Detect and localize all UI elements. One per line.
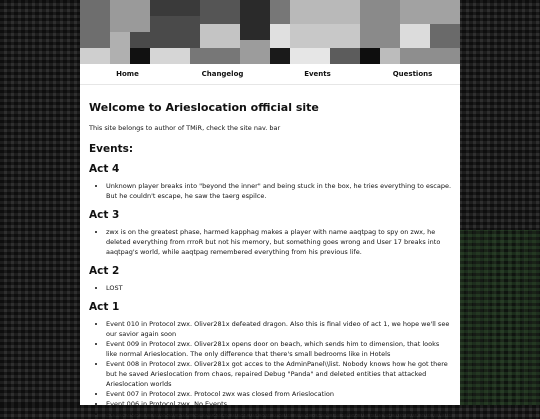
act-3-list [89, 227, 452, 257]
act-4-list [89, 181, 452, 201]
page-title: Welcome to Arieslocation official site [89, 101, 319, 114]
events-heading: Events: [89, 143, 134, 155]
nav-changelog-link[interactable]: Changelog [201, 70, 244, 78]
background-moss-texture [460, 230, 540, 405]
act-4-heading: Act 4 [89, 163, 120, 175]
act-4-item: • Unknown player breaks into "beyond the inner" and being stuck in the box, he tries everything to escape. But he couldn't escape, he saw the taerg espilce. [106, 181, 452, 201]
act-1-heading: Act 1 [89, 301, 120, 313]
act-1-item: • Event 010 in Protocol zwx. Oliver281x defeated dragon. Also this is final video of act 1, we hope we'll see our savior again soon [106, 319, 452, 339]
act-1-item: • Event 007 in Protocol zwx. Protocol zwx was closed from Arieslocation [106, 389, 452, 399]
act-3-item: • zwx is on the greatest phase, harmed kapphag makes a player with name aaqtpag to spy on zwx, he deleted everything from rrroR but not his memory, but something goes wrong and User 17 breaks into aaqtpag's world, while aaqtpag remembered everything from his previous life. [106, 227, 452, 257]
act-2-item: • LOST [106, 283, 452, 293]
act-3-heading: Act 3 [89, 209, 120, 221]
act-1-item: • Event 008 in Protocol zwx. Oliver281x got acces to the AdminPanel\\list. Nobody knows how he got there but he saved Arieslocation from chaos, repaired Debug "Panda" and deleted entities that attacked Arieslocation worlds [106, 359, 452, 389]
site-nav-bar [80, 64, 460, 85]
act-1-item: • Event 005 in Protocol zwx. Oliver281x finds his old world "finki". Like he said, he played with his old friend [106, 409, 452, 419]
act-2-list [89, 283, 452, 293]
act-1-list [89, 319, 452, 419]
nav-events-link[interactable]: Events [304, 70, 331, 78]
nav-home-link[interactable]: Home [116, 70, 139, 78]
nav-questions-link[interactable]: Questions [392, 70, 433, 78]
act-2-heading: Act 2 [89, 265, 120, 277]
act-1-item: • Event 006 in Protocol zwx. No Events [106, 399, 452, 409]
intro-text: This site belongs to author of TMiR, check the site nav. bar [89, 124, 281, 132]
act-1-item: • Event 009 in Protocol zwx. Oliver281x opens door on beach, which sends him to dimension, that looks like normal Arieslocation. The only difference that there's small bedrooms like in Hotels [106, 339, 452, 359]
page-container [80, 0, 460, 418]
main-content [80, 85, 460, 419]
header-banner [80, 0, 460, 64]
